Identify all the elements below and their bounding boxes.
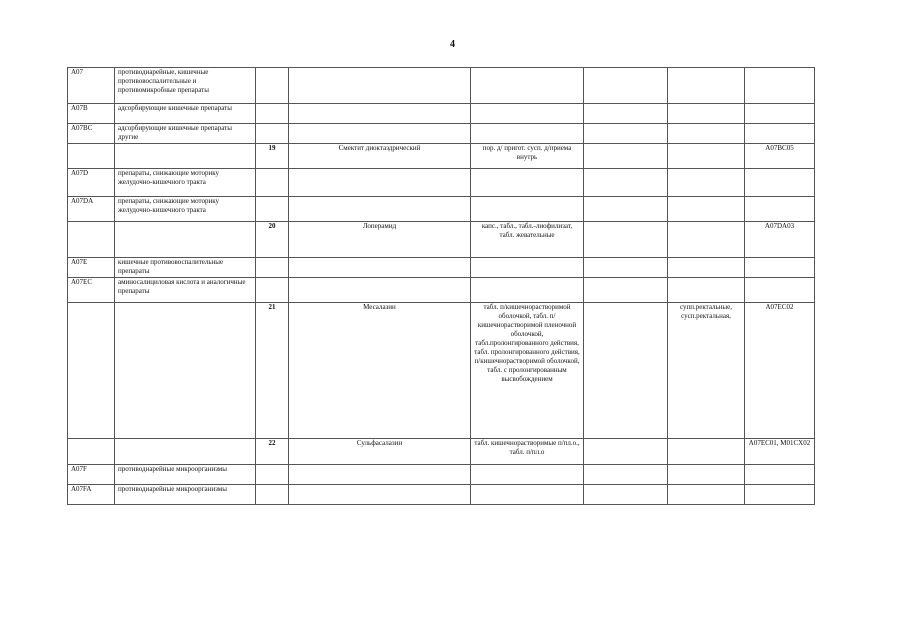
drug-atc-code-cell: A07BC05: [745, 144, 815, 169]
row-number-cell: [256, 124, 289, 144]
drug-atc-code-cell: [745, 169, 815, 197]
table-row: [68, 124, 815, 144]
dosage-form-cell: капс., табл., табл.-лиофилизат, табл. жевательные: [471, 222, 584, 258]
table-row: [68, 68, 815, 104]
group-name-cell: противодиарейные микроорганизмы: [115, 485, 256, 505]
dosage-form-cell: [471, 278, 584, 303]
atc-code-cell: A07: [68, 68, 115, 104]
drug-name-cell: [289, 465, 471, 485]
drug-name-cell: [289, 104, 471, 124]
atc-code-cell: A07BC: [68, 124, 115, 144]
extra-form-cell: [668, 485, 745, 505]
drug-atc-code-cell: A07EC02: [745, 303, 815, 439]
drug-name-cell: Сульфасалазин: [289, 439, 471, 465]
drug-atc-code-cell: A07EC01, M01CX02: [745, 439, 815, 465]
table-row: [68, 222, 815, 258]
table-row: [68, 439, 815, 465]
drug-name-cell: Смектит диоктаэдрический: [289, 144, 471, 169]
table-row: [68, 465, 815, 485]
table-row: [68, 144, 815, 169]
drug-list-table: [67, 67, 815, 505]
group-name-cell: препараты, снижающие моторику желудочно-кишечного тракта: [115, 197, 256, 222]
drug-name-cell: [289, 485, 471, 505]
dosage-form-cell: [471, 465, 584, 485]
drug-name-cell: [289, 169, 471, 197]
dosage-form-cell: [471, 485, 584, 505]
atc-code-cell: A07F: [68, 465, 115, 485]
table-row: [68, 197, 815, 222]
empty-cell: [584, 144, 668, 169]
empty-cell: [584, 197, 668, 222]
drug-atc-code-cell: [745, 258, 815, 278]
extra-form-cell: [668, 169, 745, 197]
row-number-cell: 22: [256, 439, 289, 465]
empty-cell: [584, 222, 668, 258]
dosage-form-cell: табл. кишечнорастворимые п/пл.о., табл. п/пл.о: [471, 439, 584, 465]
dosage-form-cell: табл. п/кишечнорастворимой оболочкой, табл. п/кишечнорастворимой пленочной оболочкой, табл.пролонгированного действия, табл. пролонгированного действия, п/кишечнорастворимой оболочкой, табл. с пролонгированным высвобождением: [471, 303, 584, 439]
extra-form-cell: [668, 278, 745, 303]
empty-cell: [584, 169, 668, 197]
drug-atc-code-cell: [745, 104, 815, 124]
dosage-form-cell: [471, 258, 584, 278]
row-number-cell: [256, 104, 289, 124]
extra-form-cell: [668, 465, 745, 485]
drug-atc-code-cell: A07DA03: [745, 222, 815, 258]
atc-code-cell: [68, 222, 115, 258]
group-name-cell: [115, 439, 256, 465]
atc-code-cell: A07B: [68, 104, 115, 124]
empty-cell: [584, 124, 668, 144]
drug-atc-code-cell: [745, 465, 815, 485]
group-name-cell: адсорбирующие кишечные препараты другие: [115, 124, 256, 144]
row-number-cell: 19: [256, 144, 289, 169]
row-number-cell: [256, 278, 289, 303]
drug-name-cell: [289, 68, 471, 104]
drug-atc-code-cell: [745, 68, 815, 104]
drug-name-cell: Месалазин: [289, 303, 471, 439]
extra-form-cell: [668, 439, 745, 465]
empty-cell: [584, 465, 668, 485]
empty-cell: [584, 68, 668, 104]
extra-form-cell: [668, 124, 745, 144]
atc-code-cell: [68, 439, 115, 465]
drug-atc-code-cell: [745, 278, 815, 303]
group-name-cell: [115, 222, 256, 258]
table-row: [68, 169, 815, 197]
table-row: [68, 104, 815, 124]
atc-code-cell: A07DA: [68, 197, 115, 222]
dosage-form-cell: [471, 197, 584, 222]
row-number-cell: 21: [256, 303, 289, 439]
extra-form-cell: [668, 104, 745, 124]
drug-name-cell: [289, 197, 471, 222]
atc-code-cell: [68, 144, 115, 169]
empty-cell: [584, 104, 668, 124]
table-row: [68, 278, 815, 303]
table-row: [68, 258, 815, 278]
dosage-form-cell: [471, 104, 584, 124]
group-name-cell: противодиарейные микроорганизмы: [115, 465, 256, 485]
group-name-cell: препараты, снижающие моторику желудочно-кишечного тракта: [115, 169, 256, 197]
extra-form-cell: [668, 258, 745, 278]
atc-code-cell: A07EC: [68, 278, 115, 303]
table-row: [68, 303, 815, 439]
page-number: 4: [450, 39, 455, 50]
extra-form-cell: [668, 197, 745, 222]
drug-atc-code-cell: [745, 485, 815, 505]
row-number-cell: [256, 485, 289, 505]
row-number-cell: [256, 465, 289, 485]
atc-code-cell: A07D: [68, 169, 115, 197]
group-name-cell: кишечные противовоспалительные препараты: [115, 258, 256, 278]
extra-form-cell: супп.ректальные, сусп.ректальная,: [668, 303, 745, 439]
atc-code-cell: [68, 303, 115, 439]
group-name-cell: противодиарейные, кишечные противовоспалительные и противомикробные препараты: [115, 68, 256, 104]
extra-form-cell: [668, 144, 745, 169]
extra-form-cell: [668, 68, 745, 104]
row-number-cell: [256, 169, 289, 197]
row-number-cell: [256, 197, 289, 222]
dosage-form-cell: [471, 169, 584, 197]
group-name-cell: [115, 144, 256, 169]
drug-atc-code-cell: [745, 197, 815, 222]
empty-cell: [584, 439, 668, 465]
table-row: [68, 485, 815, 505]
drug-name-cell: Лоперамид: [289, 222, 471, 258]
empty-cell: [584, 303, 668, 439]
drug-name-cell: [289, 124, 471, 144]
dosage-form-cell: пор. д/ пригот. сусп. д/приема внутрь: [471, 144, 584, 169]
dosage-form-cell: [471, 124, 584, 144]
atc-code-cell: A07FA: [68, 485, 115, 505]
extra-form-cell: [668, 222, 745, 258]
drug-name-cell: [289, 278, 471, 303]
empty-cell: [584, 485, 668, 505]
group-name-cell: аминосалициловая кислота и аналогичные препараты: [115, 278, 256, 303]
drug-name-cell: [289, 258, 471, 278]
row-number-cell: [256, 258, 289, 278]
row-number-cell: [256, 68, 289, 104]
row-number-cell: 20: [256, 222, 289, 258]
dosage-form-cell: [471, 68, 584, 104]
group-name-cell: адсорбирующие кишечные препараты: [115, 104, 256, 124]
empty-cell: [584, 258, 668, 278]
atc-code-cell: A07E: [68, 258, 115, 278]
empty-cell: [584, 278, 668, 303]
drug-atc-code-cell: [745, 124, 815, 144]
group-name-cell: [115, 303, 256, 439]
